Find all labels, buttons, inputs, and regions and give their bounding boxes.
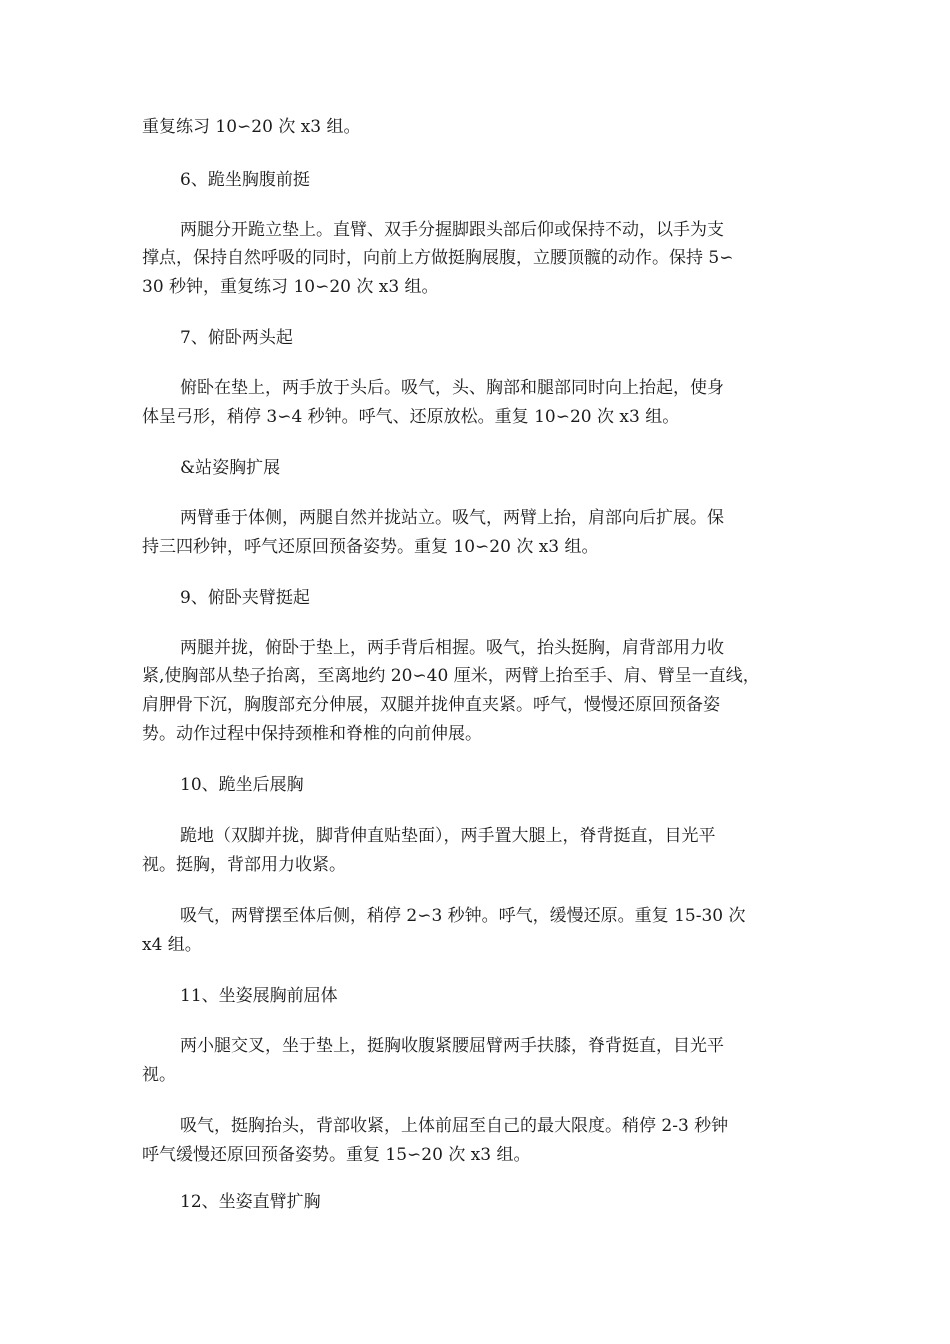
paragraph-line: 俯卧在垫上，两手放于头后。吸气，头、胸部和腿部同时向上抬起，使身 xyxy=(180,378,724,398)
section-heading: &站姿胸扩展 xyxy=(180,458,281,478)
paragraph-line: 两腿并拢，俯卧于垫上，两手背后相握。吸气，抬头挺胸，肩背部用力收 xyxy=(180,638,724,658)
section-heading: 11、坐姿展胸前屈体 xyxy=(180,986,338,1006)
section-heading: 9、俯卧夹臂挺起 xyxy=(180,588,310,608)
paragraph-line: 视。挺胸，背部用力收紧。 xyxy=(142,855,346,875)
paragraph-line: 跪地（双脚并拢，脚背伸直贴垫面），两手置大腿上，脊背挺直，目光平 xyxy=(180,826,716,846)
section-heading: 12、坐姿直臂扩胸 xyxy=(180,1192,321,1212)
paragraph-line: 呼气缓慢还原回预备姿势。重复 15∽20 次 x3 组。 xyxy=(142,1145,531,1165)
section-heading: 6、跪坐胸腹前挺 xyxy=(180,170,310,190)
paragraph-line: 撑点，保持自然呼吸的同时，向前上方做挺胸展腹，立腰顶髋的动作。保持 5∽ xyxy=(142,248,734,268)
paragraph-line: 势。动作过程中保持颈椎和脊椎的向前伸展。 xyxy=(142,724,482,744)
paragraph-line: 视。 xyxy=(142,1065,176,1085)
paragraph-line: 30 秒钟，重复练习 10∽20 次 x3 组。 xyxy=(142,277,439,297)
paragraph-line: 两臂垂于体侧，两腿自然并拢站立。吸气，两臂上抬，肩部向后扩展。保 xyxy=(180,508,724,528)
paragraph-line: 体呈弓形，稍停 3∽4 秒钟。呼气、还原放松。重复 10∽20 次 x3 组。 xyxy=(142,407,680,427)
paragraph-line: 吸气，两臂摆至体后侧，稍停 2∽3 秒钟。呼气，缓慢还原。重复 15-30 次 xyxy=(180,906,746,926)
paragraph-line: 重复练习 10∽20 次 x3 组。 xyxy=(142,117,361,137)
paragraph-line: x4 组。 xyxy=(142,935,202,955)
paragraph-line: 两腿分开跪立垫上。直臂、双手分握脚跟头部后仰或保持不动，以手为支 xyxy=(180,220,724,240)
paragraph-line: 持三四秒钟，呼气还原回预备姿势。重复 10∽20 次 x3 组。 xyxy=(142,537,599,557)
paragraph-line: 吸气，挺胸抬头，背部收紧，上体前屈至自己的最大限度。稍停 2-3 秒钟 xyxy=(180,1116,729,1136)
paragraph-line: 紧,使胸部从垫子抬离，至离地约 20∽40 厘米，两臂上抬至手、肩、臂呈一直线， xyxy=(142,666,760,686)
section-heading: 7、俯卧两头起 xyxy=(180,328,293,348)
paragraph-line: 两小腿交叉，坐于垫上，挺胸收腹紧腰屈臂两手扶膝，脊背挺直，目光平 xyxy=(180,1036,724,1056)
paragraph-line: 肩胛骨下沉，胸腹部充分伸展，双腿并拢伸直夹紧。呼气，慢慢还原回预备姿 xyxy=(142,695,720,715)
section-heading: 10、跪坐后展胸 xyxy=(180,775,304,795)
